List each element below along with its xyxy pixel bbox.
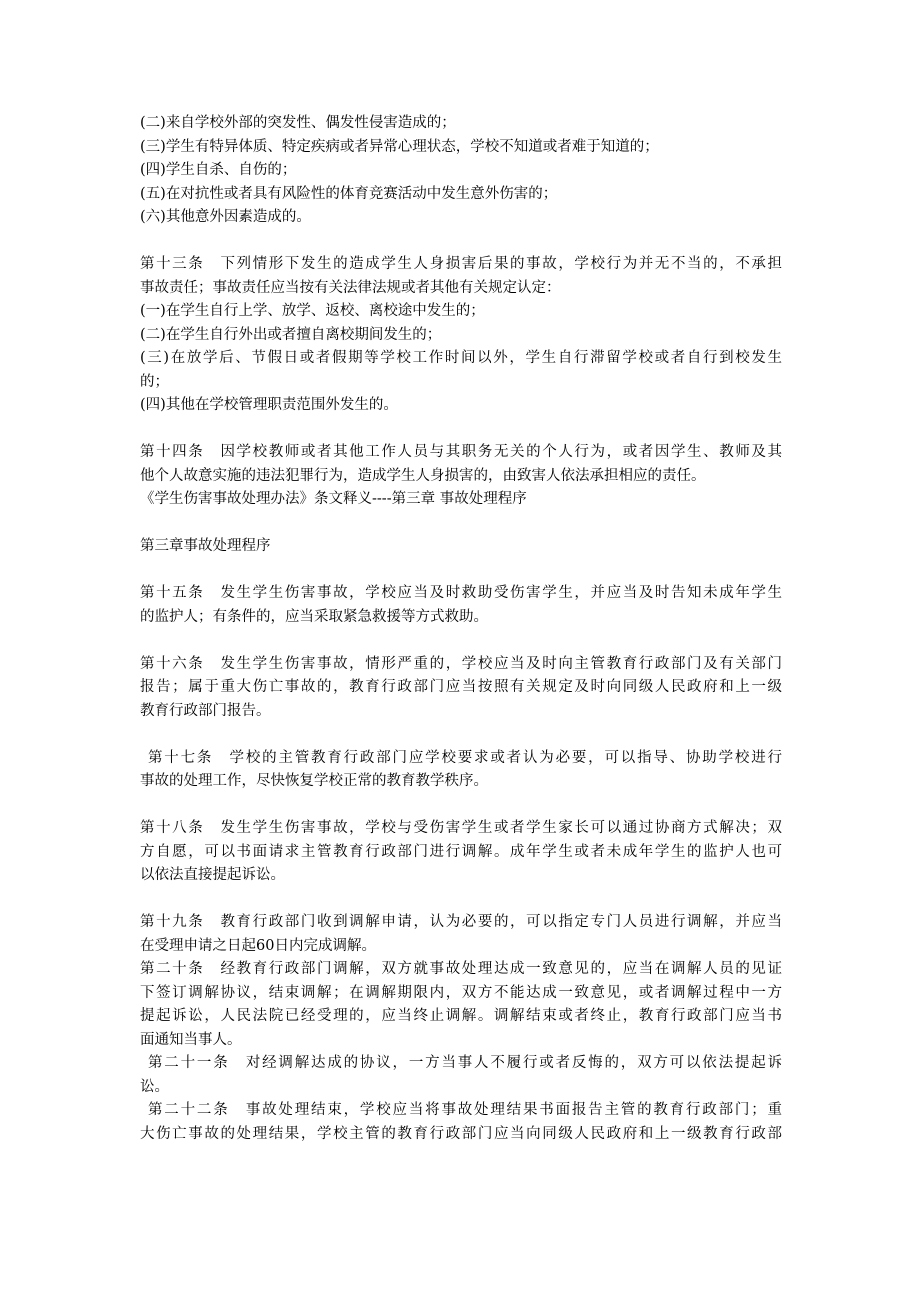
- text-line: 报告；属于重大伤亡事故的，教育行政部门应当按照有关规定及时向同级人民政府和上一级: [140, 679, 782, 695]
- paragraph-gap: [140, 230, 782, 254]
- text-line: 的；: [140, 373, 169, 390]
- text-line: 方自愿，可以书面请求主管教育行政部门进行调解。成年学生或者未成年学生的监护人也可: [140, 843, 782, 860]
- paragraph: [140, 582, 782, 629]
- text-line: 《学生伤害事故处理办法》条文释义----第三章 事故处理程序: [140, 491, 527, 507]
- text-line: 第十三条 下列情形下发生的造成学生人身损害后果的事故，学校行为并无不当的，不承担: [140, 256, 782, 272]
- paragraph-gap: [140, 629, 782, 653]
- paragraph-gap: [140, 888, 782, 912]
- paragraph: [140, 747, 782, 794]
- paragraph-gap: [140, 723, 782, 747]
- text-line: (二)来自学校外部的突发性、偶发性侵害造成的；: [140, 115, 456, 131]
- text-line: 第十四条 因学校教师或者其他工作人员与其职务无关的个人行为，或者因学生、教师及其: [140, 444, 782, 460]
- paragraph: [140, 653, 782, 724]
- paragraph: [140, 112, 782, 230]
- paragraph: [140, 535, 782, 559]
- text-line: (四)其他在学校管理职责范围外发生的。: [140, 397, 398, 413]
- text-line: 第二十二条 事故处理结束，学校应当将事故处理结果书面报告主管的教育行政部门；重: [148, 1102, 782, 1118]
- text-line: 第三章事故处理程序: [140, 538, 271, 554]
- text-line: 以依法直接提起诉讼。: [140, 867, 285, 883]
- paragraph-gap: [140, 794, 782, 818]
- paragraph: [140, 817, 782, 888]
- paragraph-gap: [140, 559, 782, 583]
- text-line: 在受理申请之日起60日内完成调解。: [140, 937, 376, 954]
- text-line: (二)在学生自行外出或者擅自离校期间发生的；: [140, 326, 442, 343]
- document-page: [140, 112, 782, 1146]
- paragraph: [140, 441, 782, 512]
- text-line: 讼。: [140, 1078, 169, 1095]
- paragraph: [140, 911, 782, 1146]
- text-line: 第十五条 发生学生伤害事故，学校应当及时救助受伤害学生，并应当及时告知未成年学生: [140, 585, 782, 601]
- text-line: (六)其他意外因素造成的。: [140, 209, 311, 225]
- text-line: 第十七条 学校的主管教育行政部门应学校要求或者认为必要，可以指导、协助学校进行: [148, 749, 782, 766]
- text-line: (四)学生自杀、自伤的；: [140, 162, 297, 178]
- text-line: (五)在对抗性或者具有风险性的体育竞赛活动中发生意外伤害的；: [140, 185, 558, 202]
- text-line: 下签订调解协议，结束调解；在调解期限内，双方不能达成一致意见，或者调解过程中一方: [140, 984, 782, 1001]
- text-line: 大伤亡事故的处理结果，学校主管的教育行政部门应当向同级人民政府和上一级教育行政部: [140, 1125, 782, 1142]
- text-line: (一)在学生自行上学、放学、返校、离校途中发生的；: [140, 303, 485, 319]
- text-line: (三)学生有特异体质、特定疾病或者异常心理状态，学校不知道或者难于知道的；: [140, 138, 659, 155]
- text-line: 的监护人；有条件的，应当采取紧急救援等方式救助。: [140, 608, 488, 625]
- text-line: 第二十一条 对经调解达成的协议，一方当事人不履行或者反悔的，双方可以依法提起诉: [148, 1055, 782, 1071]
- text-line: 事故责任；事故责任应当按有关法律法规或者其他有关规定认定：: [140, 279, 561, 296]
- text-line: (三)在放学后、节假日或者假期等学校工作时间以外，学生自行滞留学校或者自行到校发生: [140, 350, 782, 366]
- text-line: 事故的处理工作，尽快恢复学校正常的教育教学秩序。: [140, 773, 488, 789]
- text-line: 教育行政部门报告。: [140, 702, 271, 719]
- paragraph-gap: [140, 512, 782, 536]
- text-line: 面通知当事人。: [140, 1031, 242, 1048]
- text-line: 提起诉讼，人民法院已经受理的，应当终止调解。调解结束或者终止，教育行政部门应当书: [140, 1008, 782, 1024]
- paragraph-gap: [140, 418, 782, 442]
- text-line: 第二十条 经教育行政部门调解，双方就事故处理达成一致意见的，应当在调解人员的见证: [140, 961, 782, 977]
- text-line: 第十九条 教育行政部门收到调解申请，认为必要的，可以指定专门人员进行调解，并应当: [140, 914, 782, 930]
- text-line: 他个人故意实施的违法犯罪行为，造成学生人身损害的，由致害人依法承担相应的责任。: [140, 467, 706, 484]
- text-line: 第十八条 发生学生伤害事故，学校与受伤害学生或者学生家长可以通过协商方式解决；双: [140, 820, 782, 836]
- paragraph: [140, 253, 782, 418]
- text-line: 第十六条 发生学生伤害事故，情形严重的，学校应当及时向主管教育行政部门及有关部门: [140, 655, 782, 672]
